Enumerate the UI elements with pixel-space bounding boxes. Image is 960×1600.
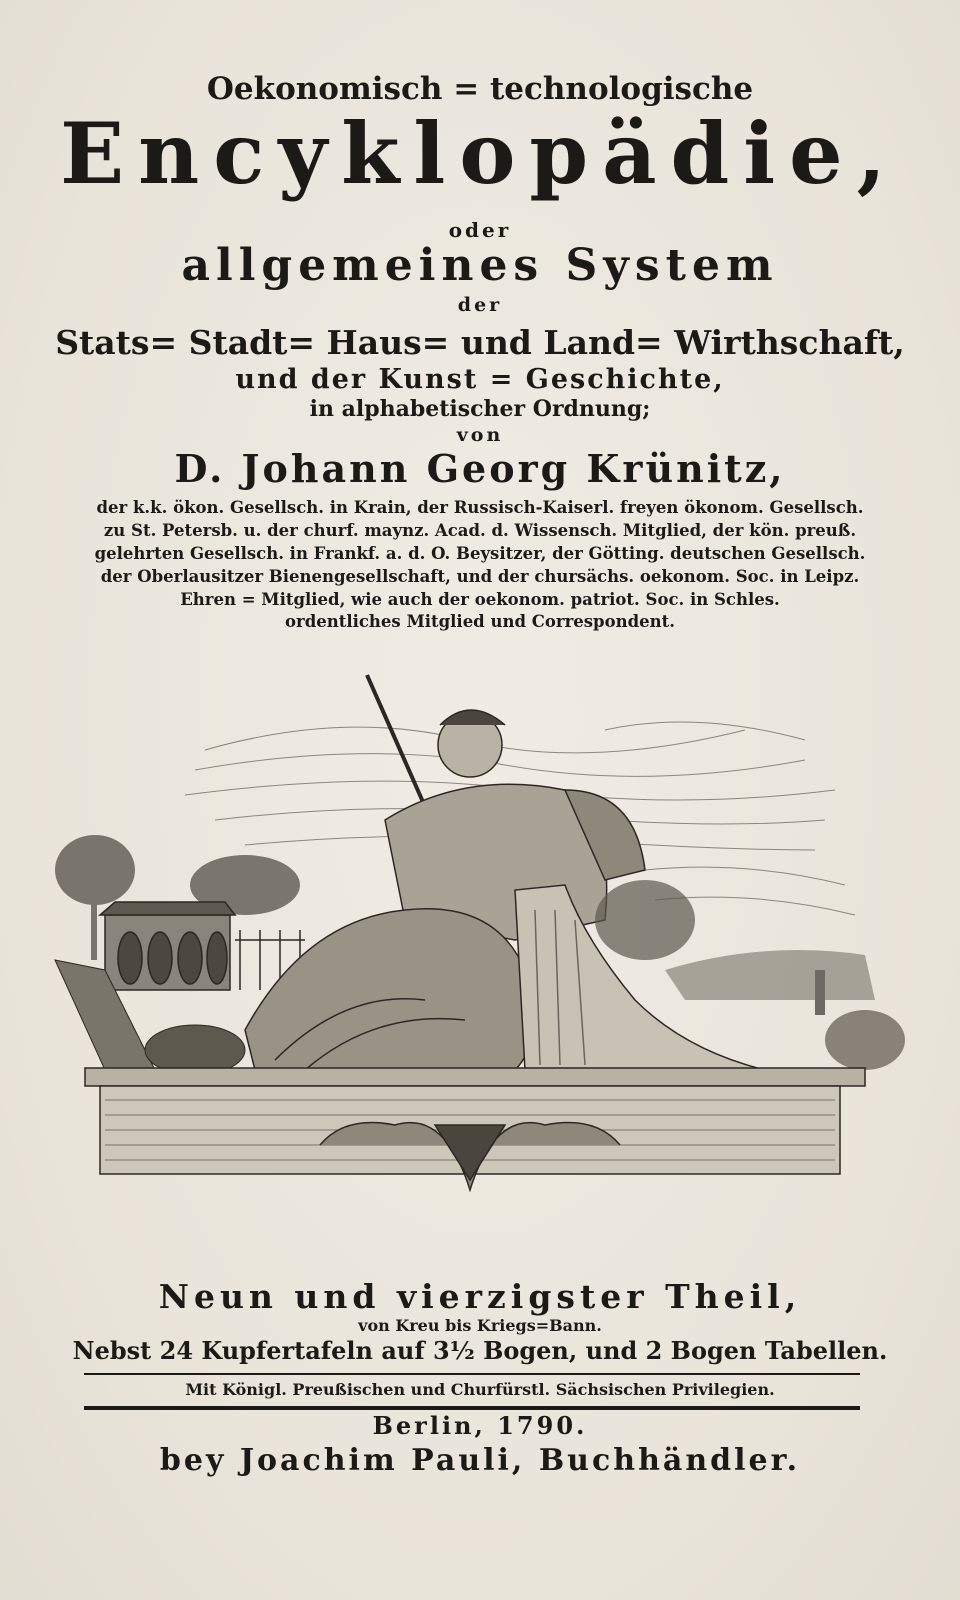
- seated-figure: [245, 675, 765, 1070]
- oder-word: oder: [448, 218, 512, 242]
- engraving-illustration: [45, 670, 915, 1200]
- volume-title: Neun und vierzigster Theil,: [158, 1277, 802, 1316]
- subtitle: allgemeines System: [181, 240, 779, 291]
- rule-bottom: [84, 1406, 860, 1410]
- place-year: Berlin, 1790.: [372, 1411, 588, 1440]
- beehive-shed: [100, 902, 305, 990]
- publisher: bey Joachim Pauli, Buchhändler.: [159, 1443, 801, 1478]
- affiliation-line: zu St. Petersb. u. der churf. maynz. Acad. d. Wissensch. Mitglied, der kön. preuß.: [103, 521, 857, 540]
- rule-top: [84, 1373, 860, 1375]
- pedestal: [85, 1068, 865, 1190]
- author-name: D. Johann Georg Krünitz,: [174, 446, 786, 491]
- title-line-1: Oekonomisch = technologische: [206, 71, 754, 107]
- affiliation-line: gelehrten Gesellsch. in Frankf. a. d. O. Beysitzer, der Götting. deutschen Gesellsch.: [94, 544, 866, 563]
- affiliation-line: Ehren = Mitglied, wie auch der oekonom. patriot. Soc. in Schles.: [180, 590, 780, 609]
- affiliation-line: der k.k. ökon. Gesellsch. in Krain, der Russisch-Kaiserl. freyen ökonom. Gesellsch.: [96, 498, 864, 517]
- volume-range: von Kreu bis Kriegs=Bann.: [358, 1316, 602, 1335]
- privilege-note: Mit Königl. Preußischen und Churfürstl. Sächsischen Privilegien.: [185, 1380, 775, 1399]
- affiliation-line: der Oberlausitzer Bienengesellschaft, und der chursächs. oekonom. Soc. in Leipz.: [100, 567, 860, 586]
- title-line-kunst: und der Kunst = Geschichte,: [235, 364, 725, 395]
- der-word: der: [457, 294, 503, 316]
- title-line-order: in alphabetischer Ordnung;: [309, 396, 651, 422]
- main-title: Encyklopädie,: [60, 104, 900, 203]
- affiliation-line: ordentliches Mitglied und Correspondent.: [285, 612, 675, 631]
- von-word: von: [456, 424, 504, 446]
- title-line-stats: Stats= Stadt= Haus= und Land= Wirthschaft,: [55, 323, 905, 362]
- plates-note: Nebst 24 Kupfertafeln auf 3½ Bogen, und 2 Bogen Tabellen.: [72, 1336, 888, 1365]
